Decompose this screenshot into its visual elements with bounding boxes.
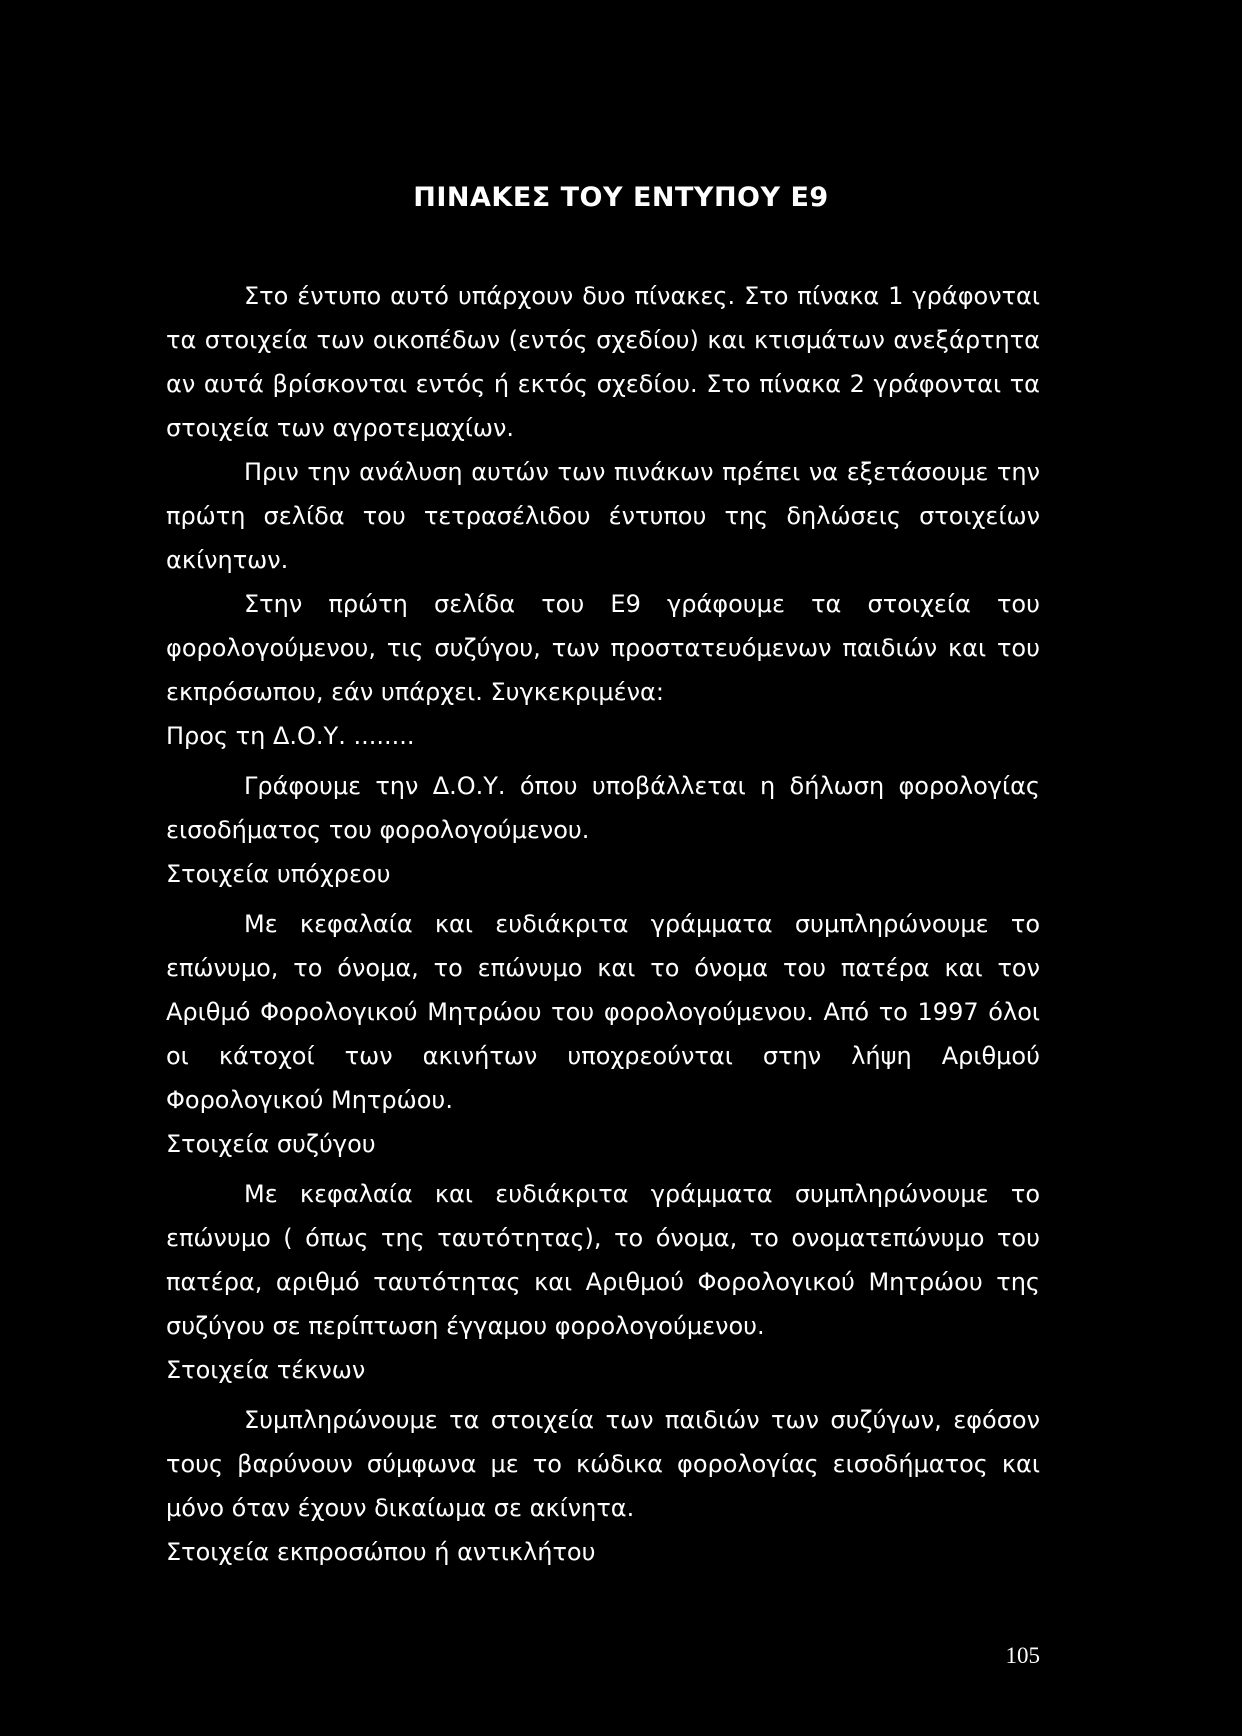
paragraph-first-page-intro: Πριν την ανάλυση αυτών των πινάκων πρέπει να εξετάσουμε την πρώτη σελίδα του τετρασέλιδου έντυπου της δηλώσεις στοιχείων ακίνητων. (166, 458, 1040, 574)
page-number: 105 (1005, 1643, 1040, 1668)
paragraph-taxpayer: Με κεφαλαία και ευδιάκριτα γράμματα συμπληρώνουμε το επώνυμο, το όνομα, το επώνυμο και το όνομα του πατέρα και τον Αριθμό Φορολογικού Μητρώου του φορολογούμενου. Από το 1997 όλοι οι κάτοχοί των ακινήτων υποχρεούνται στην λήψη Αριθμού Φορολογικού Μητρώου. (166, 910, 1040, 1114)
paragraph-tables-intro: Στο έντυπο αυτό υπάρχουν δυο πίνακες. Στο πίνακα 1 γράφονται τα στοιχεία των οικοπέδων (εντός σχεδίου) και κτισμάτων ανεξάρτητα αν αυτά βρίσκονται εντός ή εκτός σχεδίου. Στο πίνακα 2 γράφονται τα στοιχεία των αγροτεμαχίων. (166, 282, 1040, 442)
paragraph-first-page-contents: Στην πρώτη σελίδα του Ε9 γράφουμε τα στοιχεία του φορολογούμενου, τις συζύγου, των προστατευόμενων παιδιών και του εκπρόσωπου, εάν υπάρχει. Συγκεκριμένα: (166, 590, 1040, 706)
subheading-representative: Στοιχεία εκπροσώπου ή αντικλήτου (166, 1538, 596, 1566)
subheading-taxpayer: Στοιχεία υπόχρεου (166, 860, 391, 888)
paragraph-tax-office: Γράφουμε την Δ.Ο.Υ. όπου υποβάλλεται η δήλωση φορολογίας εισοδήματος του φορολογούμενου. (166, 772, 1040, 844)
field-tax-office: Προς τη Δ.Ο.Υ. ........ (166, 722, 415, 750)
subheading-children: Στοιχεία τέκνων (166, 1356, 366, 1384)
subheading-spouse: Στοιχεία συζύγου (166, 1130, 376, 1158)
page-title: ΠΙΝΑΚΕΣ ΤΟΥ ΕΝΤΥΠΟΥ Ε9 (413, 182, 829, 213)
paragraph-children: Συμπληρώνουμε τα στοιχεία των παιδιών των συζύγων, εφόσον τους βαρύνουν σύμφωνα με το κώδικα φορολογίας εισοδήματος και μόνο όταν έχουν δικαίωμα σε ακίνητα. (166, 1406, 1040, 1522)
paragraph-spouse: Με κεφαλαία και ευδιάκριτα γράμματα συμπληρώνουμε το επώνυμο ( όπως της ταυτότητας), το όνομα, το ονοματεπώνυμο του πατέρα, αριθμό ταυτότητας και Αριθμού Φορολογικού Μητρώου της συζύγου σε περίπτωση έγγαμου φορολογούμενου. (166, 1180, 1040, 1340)
body-text (166, 274, 1040, 1574)
